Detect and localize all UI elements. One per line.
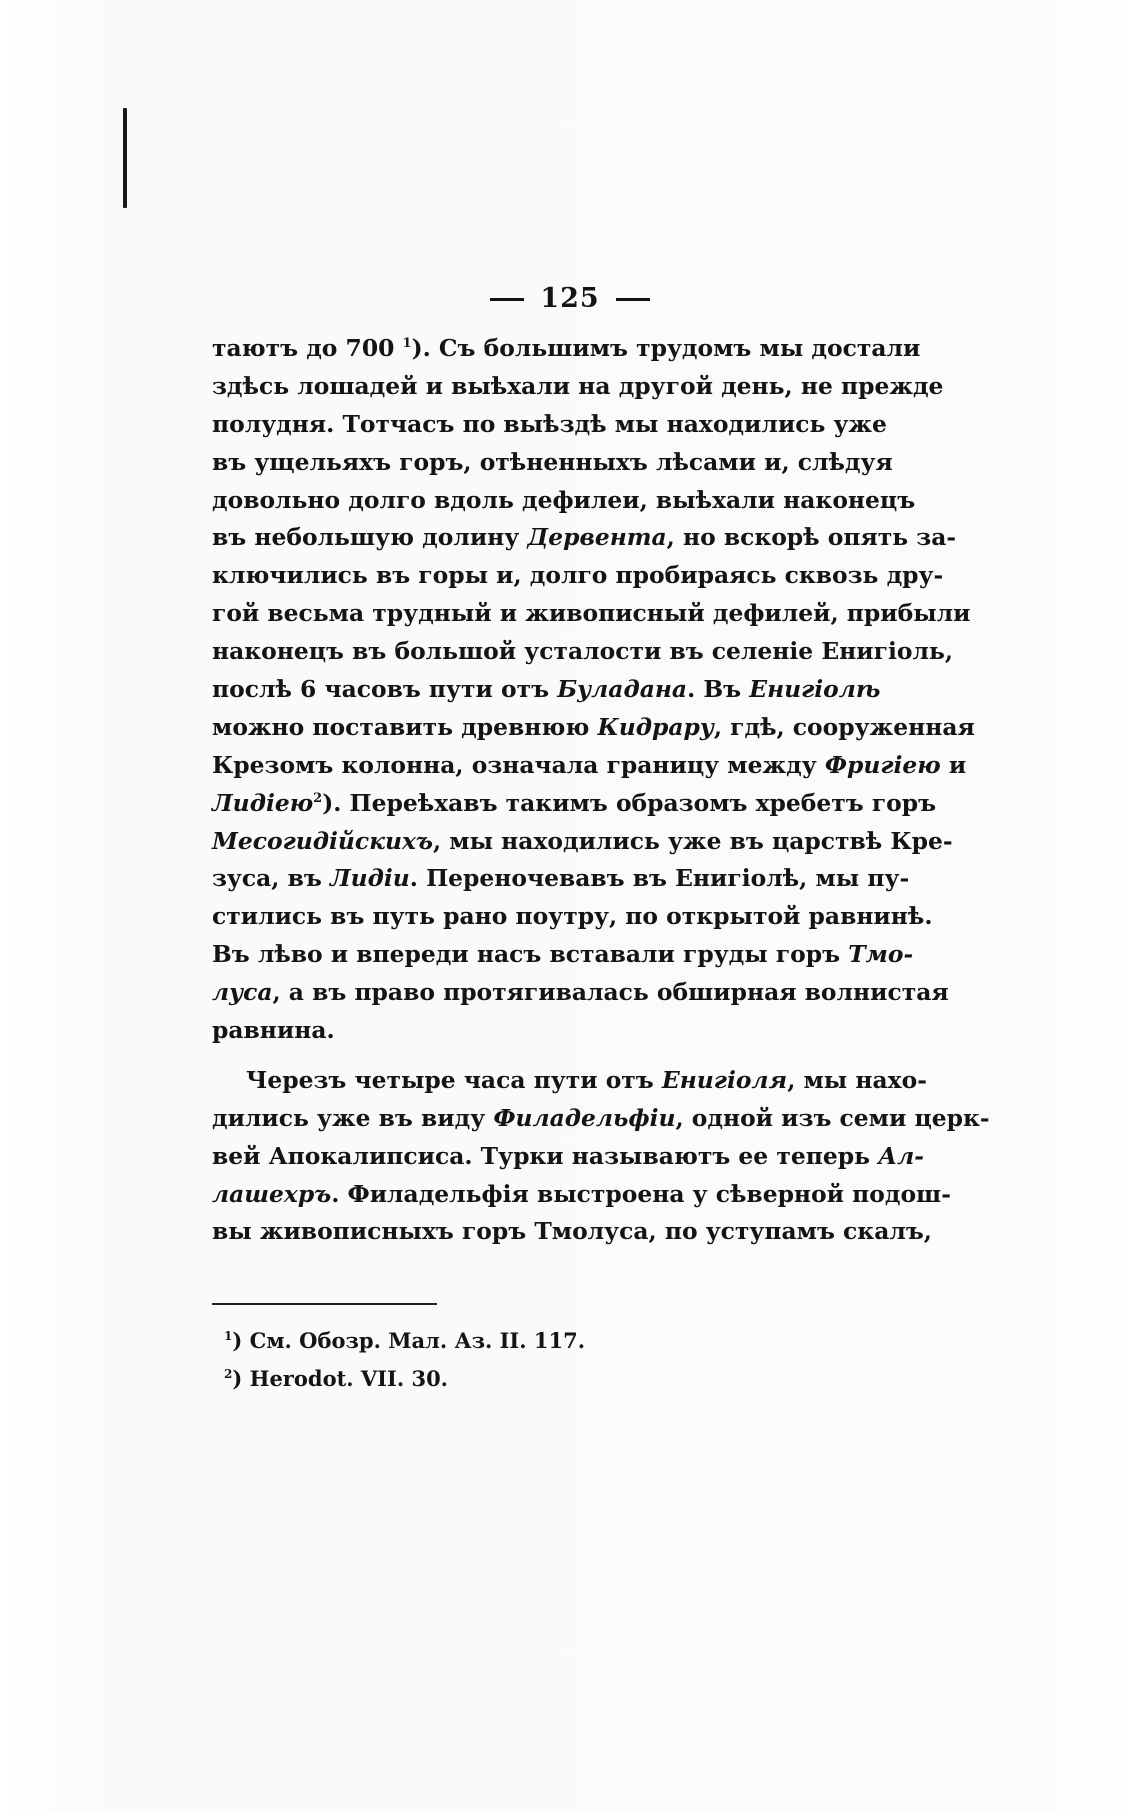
text-segment: , одной изъ семи церк-	[675, 1103, 990, 1132]
text-segment: Въ лѣво и впереди насъ вставали груды горъ	[212, 940, 849, 969]
text-segment: , а въ право протягивалась обширная волнистая	[272, 978, 949, 1007]
text-segment: дились уже въ виду	[212, 1103, 494, 1132]
text-line	[212, 785, 937, 823]
paragraph-2	[212, 1062, 990, 1251]
text-segment: и	[940, 750, 967, 779]
text-line	[212, 444, 893, 482]
italic-text: Тмо-	[848, 940, 914, 969]
italic-text: Дервента	[527, 523, 667, 552]
italic-text: Фригіею	[824, 750, 941, 779]
italic-text: Месогидійскихъ	[212, 826, 433, 855]
footnotes	[224, 1322, 824, 1398]
text-segment: полудня. Тотчасъ по выѣздѣ мы находились уже	[212, 409, 887, 438]
text-segment: здѣсь лошадей и выѣхали на другой день, не прежде	[212, 371, 944, 400]
text-line	[212, 860, 910, 898]
text-segment: наконецъ въ большой усталости въ селеніе Енигіоль,	[212, 637, 953, 666]
text-line	[212, 633, 953, 671]
text-segment: гой весьма трудный и живописный дефилей, прибыли	[212, 599, 971, 628]
text-line	[212, 1176, 951, 1214]
text-segment: зуса, въ	[212, 864, 330, 893]
text-line	[212, 330, 921, 368]
text-segment: , мы находились уже въ царствѣ Кре-	[432, 826, 953, 855]
text-segment: въ небольшую долину	[212, 523, 528, 552]
text-line	[212, 823, 953, 861]
italic-text: Енигіолѣ	[749, 675, 881, 704]
footnote-text: ) Herodot. VII. 30.	[232, 1366, 448, 1391]
text-line	[212, 1012, 834, 1050]
dash-right	[616, 298, 650, 301]
footnote-mark: 1	[224, 1329, 233, 1343]
footnote-ref: 2	[313, 790, 323, 806]
text-line	[212, 671, 881, 709]
text-segment: таютъ до 700	[212, 334, 403, 362]
italic-text: Кидрару	[597, 712, 714, 741]
text-segment: ). Переѣхавъ такимъ образомъ хребетъ горъ	[322, 788, 937, 817]
text-segment: ). Съ большимъ трудомъ мы достали	[411, 334, 921, 362]
paragraph-1	[212, 330, 975, 1050]
text-segment: вей Апокалипсиса. Турки называютъ ее теперь	[212, 1141, 879, 1170]
text-segment: въ ущельяхъ горъ, отѣненныхъ лѣсами и, слѣдуя	[212, 447, 893, 476]
italic-text: Буладана	[557, 675, 688, 704]
text-segment: вы живописныхъ горъ Тмолуса, по уступамъ скалъ,	[212, 1217, 932, 1246]
italic-text: лашехръ	[212, 1179, 332, 1208]
margin-mark	[123, 108, 127, 208]
italic-text: Лидіею	[212, 788, 314, 817]
text-segment: можно поставить древнюю	[212, 712, 598, 741]
text-segment: , мы нахо-	[787, 1065, 927, 1094]
dash-left	[490, 298, 524, 301]
text-line	[212, 557, 944, 595]
text-line	[212, 406, 887, 444]
text-segment: , но вскорѣ опять за-	[666, 523, 957, 552]
footnote-text: ) См. Обозр. Мал. Аз. II. 117.	[232, 1328, 586, 1353]
text-segment: послѣ 6 часовъ пути отъ	[212, 675, 558, 704]
text-line	[212, 898, 933, 936]
text-segment: , гдѣ, сооруженная	[713, 712, 975, 741]
text-line	[212, 1062, 927, 1100]
italic-text: Енигіоля	[661, 1065, 788, 1094]
text-line	[212, 936, 914, 974]
page-number-text: 125	[540, 283, 600, 314]
text-line	[212, 482, 916, 520]
italic-text: луса	[212, 978, 273, 1007]
page-number	[0, 283, 1140, 314]
italic-text: Ал-	[878, 1141, 924, 1170]
text-segment: равнина.	[212, 1016, 335, 1045]
italic-text: Лидіи	[329, 864, 410, 893]
italic-text: Филадельфіи	[493, 1103, 676, 1132]
text-line	[212, 1100, 990, 1138]
body-text	[212, 330, 990, 1251]
text-line	[212, 595, 971, 633]
text-segment: Крезомъ колонна, означала границу между	[212, 750, 825, 779]
footnote-rule	[212, 1303, 437, 1305]
text-segment: ключились въ горы и, долго пробираясь сквозь дру-	[212, 561, 944, 590]
text-line	[212, 1138, 924, 1176]
text-line	[212, 1213, 932, 1251]
text-line	[212, 709, 975, 747]
text-segment: . Филадельфія выстроена у сѣверной подош-	[331, 1179, 951, 1208]
text-segment: Черезъ четыре часа пути отъ	[246, 1065, 662, 1094]
text-segment: . Переночевавъ въ Енигіолѣ, мы пу-	[409, 864, 910, 893]
footnote-mark: 2	[224, 1367, 233, 1381]
text-line	[212, 368, 944, 406]
footnote-ref: 1	[402, 336, 412, 351]
text-line	[212, 519, 957, 557]
text-line	[212, 974, 949, 1012]
footnote	[224, 1360, 824, 1398]
footnote	[224, 1322, 824, 1360]
text-segment: довольно долго вдоль дефилеи, выѣхали наконецъ	[212, 485, 916, 514]
text-segment: стились въ путь рано поутру, по открытой равнинѣ.	[212, 902, 933, 931]
text-segment: . Въ	[687, 675, 750, 704]
text-line	[212, 747, 967, 785]
